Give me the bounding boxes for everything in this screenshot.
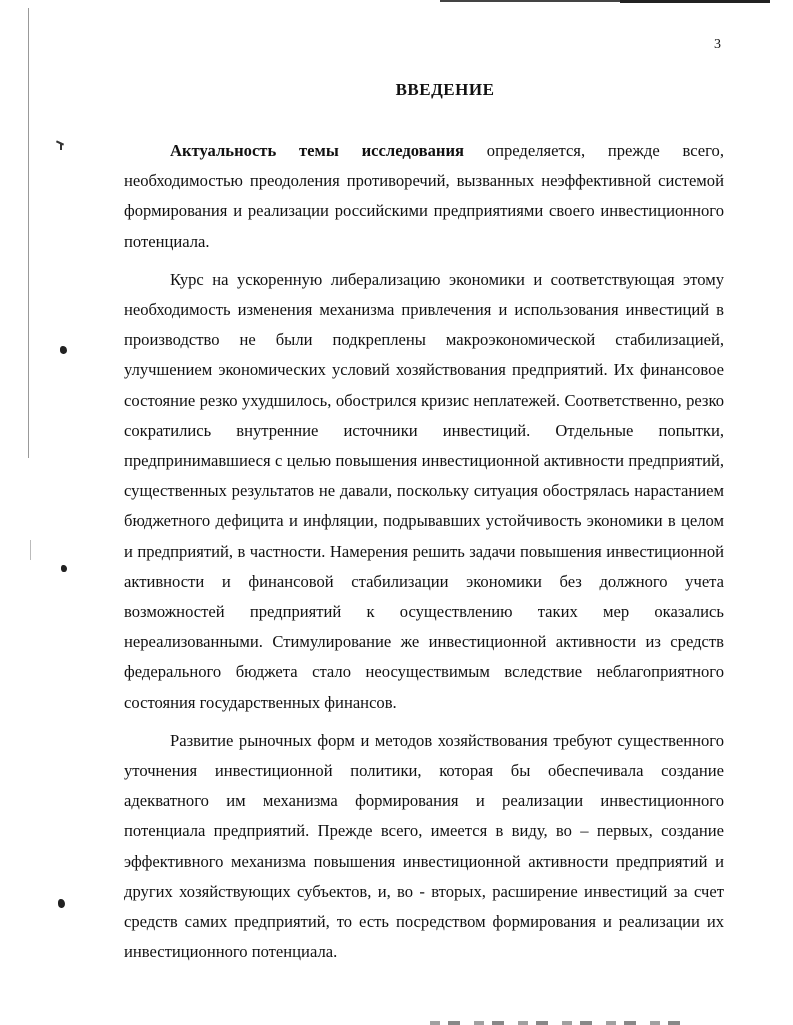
scan-artifact-left-edge	[28, 8, 29, 458]
page-number: 3	[714, 37, 721, 52]
paragraph-text: Курс на ускоренную либерализацию экономики и соответствующая этому необходимость изменения механизма привлечения и использования инвестиций в производство не были подкреплены макроэкономической стабилизацией, улучшением экономических условий хозяйствования предприятий. Их финансовое состояние резко ухудшилось, обострился кризис неплатежей. Соответственно, резко сократились внутренние источники инвестиций. Отдельные попытки, предпринимавшиеся с целью повышения инвестиционной активности предприятий, существенных результатов не давали, поскольку ситуация обострялась нарастанием бюджетного дефицита и инфляции, подрывавших устойчивость экономики в целом и предприятий, в частности. Намерения решить задачи повышения инвестиционной активности и финансовой стабилизации экономики без должного учета возможностей предприятий к осуществлению таких мер оказались нереализованными. Стимулирование же инвестиционной активности из средств федерального бюджета стало неосуществимым вследствие неблагоприятного состояния государственных финансов.	[124, 269, 724, 712]
binding-hole-mark	[55, 142, 65, 149]
paragraph-lead-bold: Актуальность темы исследования	[170, 141, 464, 160]
paragraph	[124, 265, 724, 718]
paragraph-text: определяется, прежде всего, необходимостью преодоления противоречий, вызванных неэффективной системой формирования и реализации российскими предприятиями своего инвестиционного потенциала.	[124, 141, 725, 251]
body-text	[124, 136, 724, 975]
binding-hole-mark	[58, 899, 65, 908]
scan-artifact-left-edge-lower	[30, 540, 31, 560]
scan-artifact-bottom	[430, 1021, 690, 1025]
paragraph-text: Развитие рыночных форм и методов хозяйствования требуют существенного уточнения инвестиционной политики, которая бы обеспечивала создание адекватного им механизма формирования и реализации инвестиционного потенциала предприятий. Прежде всего, имеется в виду, во – первых, создание эффективного механизма повышения инвестиционной активности предприятий и других хозяйствующих субъектов, и, во - вторых, расширение инвестиций за счет средств самих предприятий, то есть посредством формирования и реализации их инвестиционного потенциала.	[124, 730, 724, 962]
section-title: ВВЕДЕНИЕ	[395, 80, 495, 99]
binding-hole-mark	[61, 565, 67, 572]
scan-artifact-top-dark	[620, 0, 770, 3]
binding-hole-mark	[60, 346, 67, 354]
paragraph	[124, 136, 724, 257]
paragraph	[124, 726, 724, 968]
